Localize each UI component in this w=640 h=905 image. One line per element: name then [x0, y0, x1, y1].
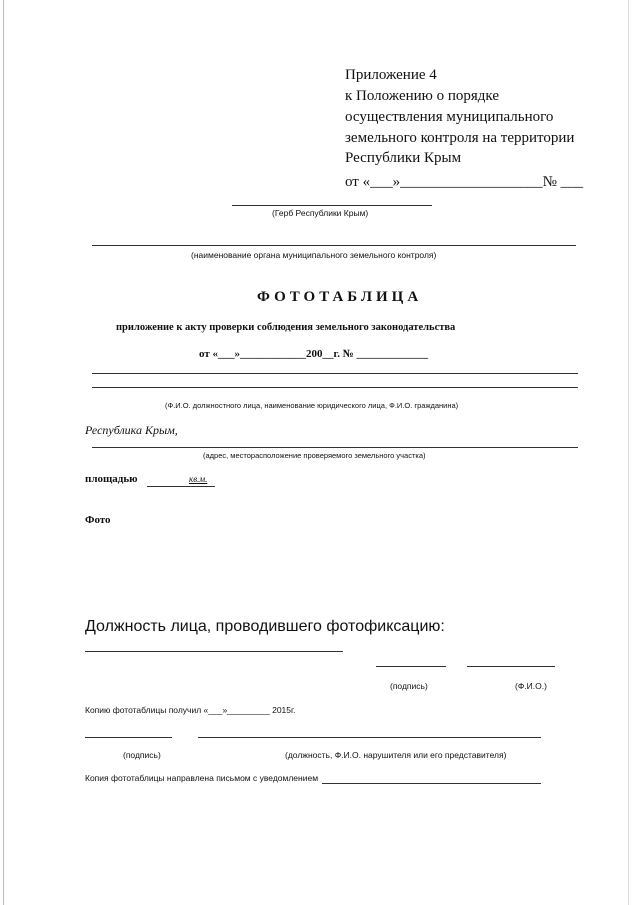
- person-line: [92, 373, 578, 374]
- scan-edge: [3, 0, 4, 905]
- copy-sent: Копия фототаблицы направлена письмом с уведомлением: [85, 773, 319, 783]
- act-date: от «___»____________200__г. № _____________: [199, 348, 429, 360]
- appendix-line: земельного контроля на территории: [345, 130, 575, 146]
- appendix-line: Приложение 4: [345, 67, 437, 83]
- appendix-line: осуществления муниципального: [345, 109, 554, 125]
- area-unit: кв.м.: [189, 474, 208, 484]
- scan-edge: [628, 0, 629, 905]
- document-subtitle: приложение к акту проверки соблюдения земельного законодательства: [116, 322, 456, 333]
- area-label: площадью: [85, 473, 138, 485]
- address-caption: (адрес, месторасположение проверяемого земельного участка): [203, 451, 426, 460]
- signature-line: [376, 666, 446, 667]
- signature-line: [85, 737, 172, 738]
- position-line: [85, 651, 343, 652]
- document-title: ФОТОТАБЛИЦА: [257, 289, 423, 305]
- appendix-date-number: от «___»___________________№ ___: [345, 174, 584, 190]
- person-line: [92, 387, 578, 388]
- fio-line: [467, 666, 555, 667]
- organ-line: [92, 245, 576, 246]
- signature-caption: (подпись): [123, 750, 161, 760]
- person-caption: (Ф.И.О. должностного лица, наименование юридического лица, Ф.И.О. гражданина): [165, 401, 459, 410]
- coat-caption: (Герб Республики Крым): [272, 208, 369, 218]
- photo-label: Фото: [85, 514, 111, 526]
- area-line: [147, 486, 215, 487]
- appendix-line: Республики Крым: [345, 150, 462, 166]
- address-prefix: Республика Крым,: [85, 423, 178, 437]
- appendix-line: к Положению о порядке: [345, 88, 499, 104]
- copy-received: Копию фототаблицы получил «___»_________ 2015г.: [85, 705, 296, 715]
- violator-line: [198, 737, 541, 738]
- coat-line: [232, 205, 432, 206]
- position-label: Должность лица, проводившего фотофиксацию:: [85, 618, 445, 635]
- organ-caption: (наименование органа муниципального земельного контроля): [191, 250, 437, 260]
- fio-caption: (Ф.И.О.): [515, 681, 547, 691]
- address-line: [92, 447, 578, 448]
- signature-caption: (подпись): [390, 681, 428, 691]
- copy-sent-line: [322, 783, 541, 784]
- violator-caption: (должность, Ф.И.О. нарушителя или его представителя): [285, 750, 507, 760]
